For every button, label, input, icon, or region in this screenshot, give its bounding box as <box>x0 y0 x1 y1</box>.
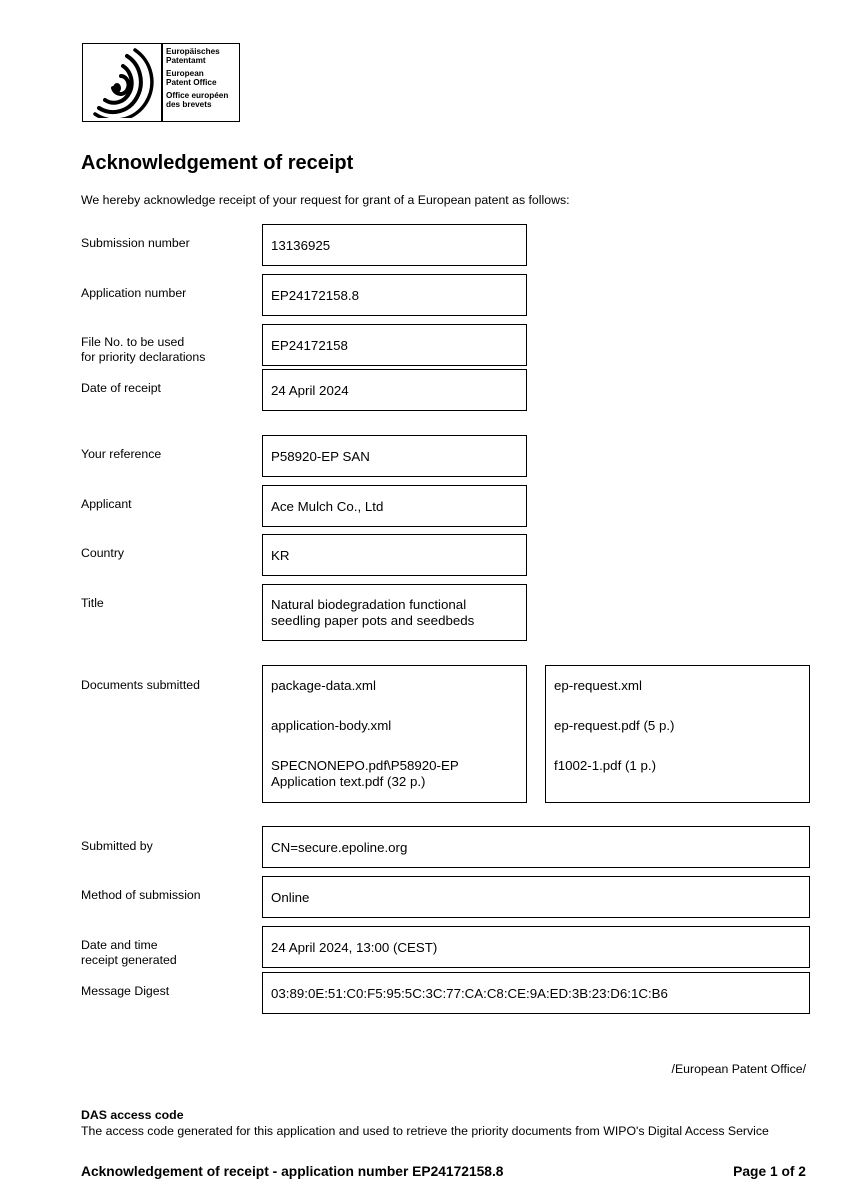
file-no-label-line2: for priority declarations <box>81 350 206 364</box>
submitted-by-field: CN=secure.epoline.org <box>262 826 810 868</box>
signature: /European Patent Office/ <box>671 1062 806 1076</box>
document-item: package-data.xml <box>271 678 376 693</box>
method-field: Online <box>262 876 810 918</box>
datetime-label <box>81 938 177 968</box>
logo-line-fr-2: des brevets <box>166 100 212 110</box>
submission-number-label: Submission number <box>81 236 190 250</box>
document-item: SPECNONEPO.pdf\P58920-EP <box>271 758 459 773</box>
digest-label: Message Digest <box>81 984 170 998</box>
das-heading: DAS access code <box>81 1108 184 1122</box>
documents-submitted-label: Documents submitted <box>81 678 200 692</box>
document-item: application-body.xml <box>271 718 392 733</box>
document-item: Application text.pdf (32 p.) <box>271 774 426 789</box>
applicant-field: Ace Mulch Co., Ltd <box>262 485 527 527</box>
page-number: Page 1 of 2 <box>733 1164 806 1179</box>
your-reference-label: Your reference <box>81 447 162 461</box>
logo-text <box>166 47 228 109</box>
logo-line-en-2: Patent Office <box>166 78 217 88</box>
datetime-field: 24 April 2024, 13:00 (CEST) <box>262 926 810 968</box>
datetime-label-line2: receipt generated <box>81 953 177 967</box>
your-reference-field: P58920-EP SAN <box>262 435 527 477</box>
title-label: Title <box>81 596 104 610</box>
documents-left-box <box>262 665 527 803</box>
logo-divider <box>161 44 163 121</box>
title-value-line2: seedling paper pots and seedbeds <box>271 613 475 628</box>
das-text: The access code generated for this application and used to retrieve the priority documents from WIPO's Digital Access Service <box>81 1124 769 1138</box>
epo-logo-mark-icon <box>91 48 155 118</box>
file-no-field: EP24172158 <box>262 324 527 366</box>
logo-line-de-1: Europäisches <box>166 47 220 56</box>
intro-text: We hereby acknowledge receipt of your request for grant of a European patent as follows: <box>81 193 570 207</box>
file-no-label-line1: File No. to be used <box>81 335 185 349</box>
document-item: ep-request.xml <box>554 678 642 693</box>
document-item: ep-request.pdf (5 p.) <box>554 718 675 733</box>
country-label: Country <box>81 546 125 560</box>
date-of-receipt-field: 24 April 2024 <box>262 369 527 411</box>
title-field <box>262 584 527 641</box>
logo-line-en-1: European <box>166 68 204 78</box>
method-label: Method of submission <box>81 888 201 902</box>
applicant-label: Applicant <box>81 497 132 511</box>
country-field: KR <box>262 534 527 576</box>
file-no-label <box>81 335 205 365</box>
logo-line-fr-1: Office européen <box>166 90 229 100</box>
title-value-line1: Natural biodegradation functional <box>271 597 467 612</box>
submission-number-field: 13136925 <box>262 224 527 266</box>
page-title: Acknowledgement of receipt <box>81 152 354 174</box>
submitted-by-label: Submitted by <box>81 839 153 853</box>
document-item: f1002-1.pdf (1 p.) <box>554 758 657 773</box>
footer-title: Acknowledgement of receipt - application number EP24172158.8 <box>81 1164 504 1179</box>
documents-right-box <box>545 665 810 803</box>
logo-line-de-2: Patentamt <box>166 56 206 66</box>
application-number-field: EP24172158.8 <box>262 274 527 316</box>
epo-logo <box>82 43 240 122</box>
date-of-receipt-label: Date of receipt <box>81 381 161 395</box>
datetime-label-line1: Date and time <box>81 938 158 952</box>
digest-field: 03:89:0E:51:C0:F5:95:5C:3C:77:CA:C8:CE:9A:ED:3B:23:D6:1C:B6 <box>262 972 810 1014</box>
application-number-label: Application number <box>81 286 187 300</box>
